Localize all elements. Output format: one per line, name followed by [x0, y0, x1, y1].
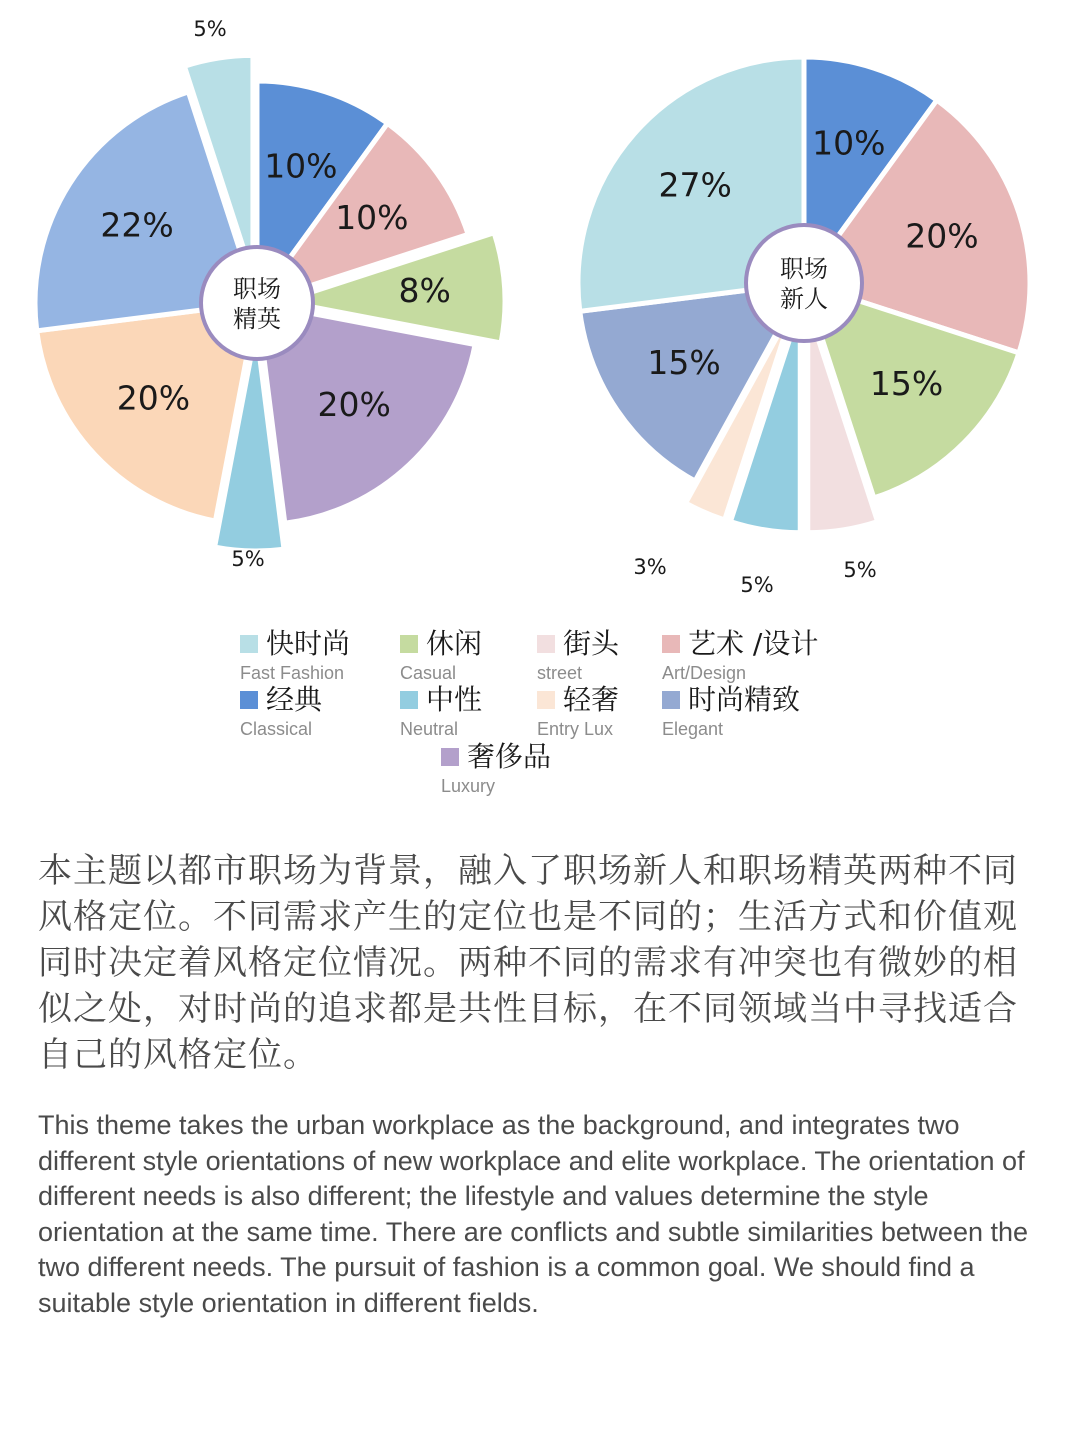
legend-label-en: Art/Design [662, 663, 747, 683]
pie-center-hole [746, 225, 862, 341]
legend-swatch [400, 691, 418, 709]
legend-label-en: Elegant [662, 719, 724, 739]
legend-swatch [400, 635, 418, 653]
legend-item-luxury [441, 739, 551, 797]
legend-item-elegant [662, 682, 800, 740]
description-english: This theme takes the urban workplace as the background, and integrates two different style orientations of new workplace and elite workplace. The orientation of different needs is also different; the lifestyle and values determine the style orientation at the same time. There are conflicts and subtle similarities between the two different needs. The pursuit of fashion is a common goal. We should find a suitable style orientation in different fields. [38, 1110, 1029, 1318]
pie-slice-label: 27% [658, 165, 732, 205]
legend-swatch [662, 691, 680, 709]
legend-label-en: Luxury [441, 776, 496, 796]
legend-label-en: Fast Fashion [240, 663, 345, 683]
legend-item-art-design [662, 626, 818, 684]
legend-swatch [662, 635, 680, 653]
legend-label-cn: 街头 [563, 627, 620, 660]
legend-swatch [240, 691, 258, 709]
pie-slice-label: 5% [231, 547, 265, 571]
pie-center-hole [201, 247, 313, 359]
legend-label-en: Casual [400, 663, 457, 683]
pie-center-label: 职场 [780, 255, 828, 283]
pie-center-label: 精英 [233, 305, 281, 333]
legend-label-cn: 时尚精致 [688, 683, 801, 716]
legend-item-classical [240, 682, 322, 740]
legend-label-cn: 中性 [426, 683, 483, 716]
pie-slice-label: 8% [398, 270, 451, 310]
pie-chart-newcomer [578, 57, 1030, 597]
pie-slice-label: 5% [740, 573, 774, 597]
pie-slice-label: 5% [843, 558, 877, 582]
legend-label-cn: 奢侈品 [467, 740, 552, 773]
legend [0, 620, 1080, 810]
legend-label-cn: 休闲 [426, 627, 483, 660]
legend-swatch [441, 748, 459, 766]
legend-item-street [537, 626, 619, 684]
legend-item-fast-fashion [240, 626, 350, 684]
legend-label-en: Neutral [400, 719, 459, 739]
legend-label-cn: 艺术 /设计 [688, 627, 819, 660]
pie-charts [0, 0, 1080, 610]
pie-slice-label: 5% [193, 17, 227, 41]
pie-slice-label: 15% [869, 364, 944, 404]
pie-center-label: 新人 [780, 285, 828, 313]
legend-swatch [240, 635, 258, 653]
legend-item-entry-lux [537, 682, 619, 740]
legend-label-cn: 经典 [266, 683, 323, 716]
description-chinese: 本主题以都市职场为背景，融入了职场新人和职场精英两种不同风格定位。不同需求产生的定位也是不同的；生活方式和价值观同时决定着风格定位情况。两种不同的需求有冲突也有微妙的相似之处，对时尚的追求都是共性目标，在不同领域当中寻找适合自己的风格定位。 [38, 851, 1018, 1075]
legend-label-cn: 快时尚 [266, 627, 351, 660]
legend-item-neutral [400, 682, 482, 740]
legend-item-casual [400, 626, 482, 684]
pie-slice-label: 20% [905, 216, 979, 256]
pie-slice-label: 15% [647, 343, 721, 383]
pie-chart-elite [35, 17, 505, 571]
pie-slice-label: 20% [116, 378, 191, 418]
pie-slice-label: 20% [317, 385, 391, 425]
pie-slice-label: 22% [100, 205, 174, 245]
legend-swatch [537, 691, 555, 709]
legend-swatch [537, 635, 555, 653]
legend-label-en: street [537, 663, 583, 683]
pie-slice-label: 10% [812, 123, 886, 163]
legend-label-cn: 轻奢 [563, 683, 620, 716]
pie-slice-label: 10% [335, 198, 409, 238]
pie-slice-label: 10% [264, 146, 338, 186]
legend-label-en: Classical [240, 719, 313, 739]
legend-label-en: Entry Lux [537, 719, 614, 739]
pie-slice-label: 3% [633, 555, 667, 579]
pie-center-label: 职场 [233, 275, 281, 303]
